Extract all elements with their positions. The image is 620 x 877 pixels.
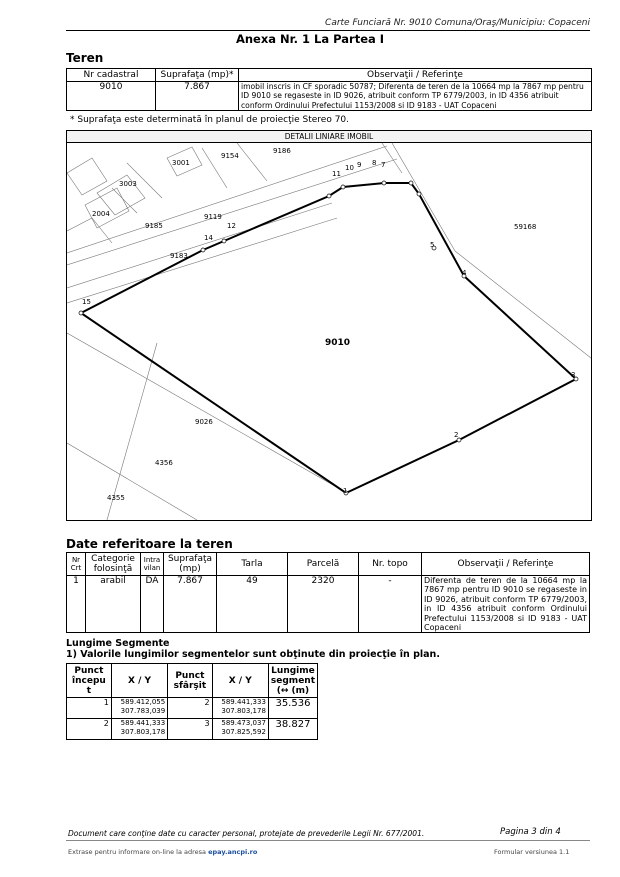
col-lungime: Lungime segment (↔ (m) bbox=[268, 664, 317, 698]
neighbor-label: 9154 bbox=[221, 152, 239, 160]
neighbor-label: 3001 bbox=[172, 159, 190, 167]
vertex-label: 9 bbox=[357, 161, 362, 169]
document-header-title: Carte Funciară Nr. 9010 Comuna/Oraş/Municipiu: Copaceni bbox=[325, 18, 590, 28]
drawing-caption: DETALII LINIARE IMOBIL bbox=[67, 131, 591, 143]
segment-length: 38.827 bbox=[268, 719, 317, 740]
col-nr-cadastral: Nr cadastral bbox=[67, 69, 156, 82]
col-observatii: Observaţii / Referinţe bbox=[239, 69, 592, 82]
neighbor-label: 2004 bbox=[92, 210, 110, 218]
segment-end: 2 bbox=[168, 698, 212, 719]
nr-crt-value: 1 bbox=[67, 576, 86, 633]
nr-cadastral-value: 9010 bbox=[67, 82, 156, 111]
neighbor-label: 4355 bbox=[107, 494, 125, 502]
parcela-value: 2320 bbox=[288, 576, 359, 633]
segment-xy-start: 589.412,055 307.783,039 bbox=[111, 698, 167, 719]
page-number: Pagina 3 din 4 bbox=[500, 827, 561, 837]
col-tarla: Tarla bbox=[217, 553, 288, 576]
segmente-table bbox=[66, 663, 318, 740]
segment-start: 1 bbox=[67, 698, 112, 719]
segmente-heading: Lungime Segmente bbox=[66, 638, 170, 649]
col-punct-inceput: Punct începu t bbox=[67, 664, 112, 698]
vertex-label: 1 bbox=[343, 487, 348, 495]
date-ref-table bbox=[66, 552, 590, 633]
date-ref-row bbox=[67, 576, 590, 633]
observatii-ref-value: Diferenta de teren de la 10664 mp la 7867 mp pentru ID 9010 se regaseste in ID 9026, atribuit conform TP 6779/2003, in ID 4356 atribuit conform Ordinului Prefectului 1153/2008 si ID 9183 - UAT Copaceni bbox=[422, 576, 590, 633]
neighbor-label: 59168 bbox=[514, 223, 537, 231]
neighbor-label: 9185 bbox=[145, 222, 163, 230]
segment-row bbox=[67, 719, 318, 740]
vertex-label: 15 bbox=[82, 298, 91, 306]
stereo-note: * Suprafaţa este determinată în planul de proiecţie Stereo 70. bbox=[70, 115, 350, 125]
suprafata-ref-value: 7.867 bbox=[164, 576, 217, 633]
segmente-subheading: 1) Valorile lungimilor segmentelor sunt obţinute din proiecţie în plan. bbox=[66, 649, 440, 660]
vertex-label: 8 bbox=[372, 159, 377, 167]
segment-start: 2 bbox=[67, 719, 112, 740]
segment-row bbox=[67, 698, 318, 719]
suprafata-value: 7.867 bbox=[156, 82, 239, 111]
segment-length: 35.536 bbox=[268, 698, 317, 719]
vertex-label: 2 bbox=[454, 431, 459, 439]
teren-header-row bbox=[67, 69, 592, 82]
col-observatii-ref: Observaţii / Referinţe bbox=[422, 553, 590, 576]
annex-title: Anexa Nr. 1 La Partea I bbox=[235, 32, 385, 46]
vertex-label: 14 bbox=[204, 234, 213, 242]
vertex-label: 11 bbox=[332, 170, 341, 178]
col-categorie: Categorie folosinţă bbox=[86, 553, 141, 576]
footer-divider bbox=[66, 840, 590, 841]
neighbor-label: 3003 bbox=[119, 180, 137, 188]
col-nr-topo: Nr. topo bbox=[359, 553, 422, 576]
segment-end: 3 bbox=[168, 719, 212, 740]
epay-link[interactable]: epay.ancpi.ro bbox=[208, 848, 258, 856]
date-ref-header-row bbox=[67, 553, 590, 576]
nr-topo-value: - bbox=[359, 576, 422, 633]
parcel-plan bbox=[67, 143, 591, 520]
date-ref-heading: Date referitoare la teren bbox=[66, 537, 233, 551]
extract-info: Extrase pentru informare on-line la adresa epay.ancpi.ro bbox=[68, 848, 258, 856]
col-xy-start: X / Y bbox=[111, 664, 167, 698]
vertex-label: 3 bbox=[571, 371, 576, 379]
col-intravilan: Intra vilan bbox=[141, 553, 164, 576]
intravilan-value: DA bbox=[141, 576, 164, 633]
segment-xy-start: 589.441,333 307.803,178 bbox=[111, 719, 167, 740]
vertex-label: 4 bbox=[462, 269, 467, 277]
col-xy-end: X / Y bbox=[212, 664, 268, 698]
neighbor-label: 4356 bbox=[155, 459, 173, 467]
form-version: Formular versiunea 1.1 bbox=[494, 848, 570, 856]
col-suprafata-ref: Suprafaţa (mp) bbox=[164, 553, 217, 576]
segmente-header-row bbox=[67, 664, 318, 698]
col-punct-sfarsit: Punct sfârşit bbox=[168, 664, 212, 698]
neighbor-label: 9183 bbox=[170, 252, 188, 260]
col-nr-crt: Nr Crt bbox=[67, 553, 86, 576]
teren-table bbox=[66, 68, 592, 111]
tarla-value: 49 bbox=[217, 576, 288, 633]
neighbor-label: 9119 bbox=[204, 213, 222, 221]
observatii-value: imobil inscris in CF sporadic 50787; Diferenta de teren de la 10664 mp la 7867 mp pentru ID 9010 se regaseste in ID 9026, atribuit conform TP 6779/2003, in ID 4356 atribuit conform Ordinului Prefectului 1153/2008 si ID 9183 - UAT Copaceni bbox=[239, 82, 592, 111]
header-divider bbox=[66, 30, 590, 31]
legal-notice: Document care conţine date cu caracter personal, protejate de prevederile Legii Nr. 677/2001. bbox=[68, 829, 425, 838]
vertex-label: 5 bbox=[430, 241, 435, 249]
teren-heading: Teren bbox=[66, 51, 104, 65]
neighbor-label: 9026 bbox=[195, 418, 213, 426]
col-suprafata: Suprafaţa (mp)* bbox=[156, 69, 239, 82]
vertex-label: 10 bbox=[345, 164, 354, 172]
neighbor-label: 9186 bbox=[273, 147, 291, 155]
segment-xy-end: 589.473,037 307.825,592 bbox=[212, 719, 268, 740]
categorie-value: arabil bbox=[86, 576, 141, 633]
vertex-label: 7 bbox=[381, 161, 386, 169]
segment-xy-end: 589.441,333 307.803,178 bbox=[212, 698, 268, 719]
cadastral-drawing bbox=[66, 130, 592, 521]
teren-row bbox=[67, 82, 592, 111]
col-parcela: Parcelă bbox=[288, 553, 359, 576]
parcel-label: 9010 bbox=[325, 338, 351, 348]
vertex-label: 12 bbox=[227, 222, 236, 230]
